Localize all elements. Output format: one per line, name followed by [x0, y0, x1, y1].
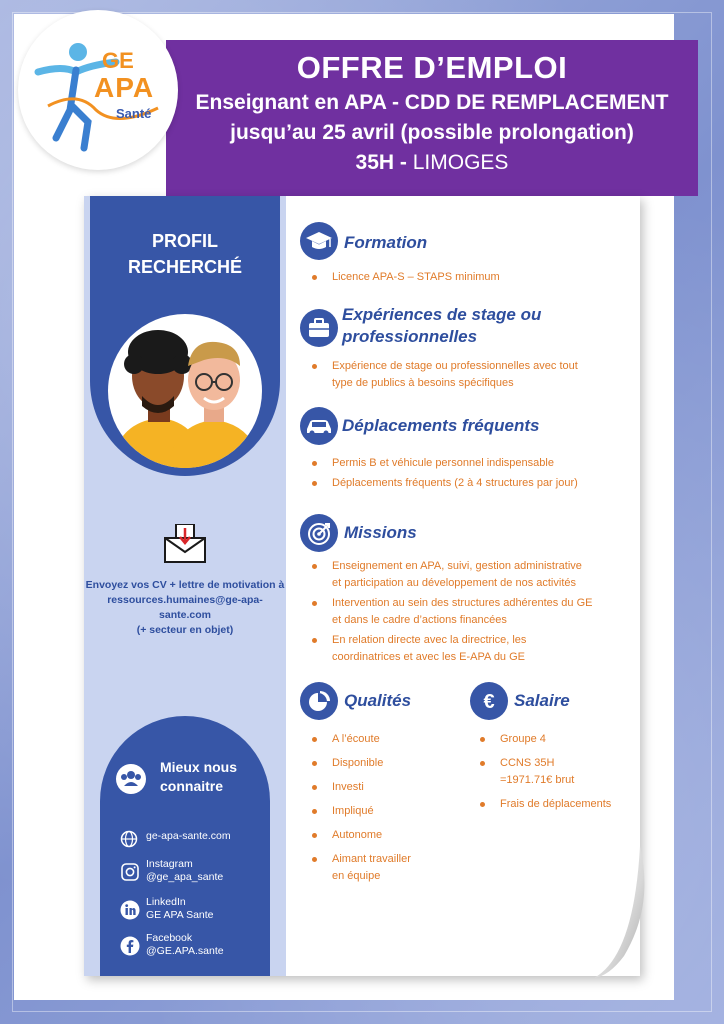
job-sheet: [84, 196, 640, 976]
missions-list: [308, 558, 638, 666]
missions-title: Missions: [344, 523, 417, 542]
experience-list: [308, 358, 638, 392]
profile-title-line1: PROFIL: [152, 231, 218, 251]
apply-line3: (+ secteur en objet): [136, 624, 234, 636]
target-icon: [300, 514, 338, 552]
linkedin-handle: GE APA Sante: [146, 909, 214, 921]
profile-title-line2: RECHERCHÉ: [127, 257, 242, 277]
page-title: OFFRE D’EMPLOI: [296, 50, 568, 85]
hours-text: 35H -: [355, 151, 413, 174]
list-item: Autonome: [308, 827, 458, 844]
group-icon: [116, 764, 146, 799]
car-icon: [300, 407, 338, 445]
header-banner: [166, 40, 698, 196]
contact-title: [160, 758, 237, 796]
apply-email[interactable]: ressources.humaines@ge-apa-sante.com: [107, 594, 263, 621]
contract-duration: jusqu’au 25 avril (possible prolongation): [230, 121, 634, 144]
contact-panel: [100, 716, 270, 976]
salary-list: [476, 731, 626, 813]
experience-title: [342, 304, 541, 348]
facebook-icon: [120, 936, 140, 956]
logo-sante-text: Santé: [116, 106, 152, 121]
list-item: Groupe 4: [476, 731, 626, 748]
list-item: Expérience de stage ou professionnelles avec tout type de publics à besoins spécifiques: [308, 358, 638, 392]
hours-location: [166, 148, 698, 178]
envelope-download-icon: [162, 524, 208, 569]
svg-text:€: €: [483, 691, 495, 713]
instagram-label: Instagram: [146, 858, 193, 870]
contact-title-line2: connaitre: [160, 778, 224, 794]
list-item: Disponible: [308, 755, 458, 772]
list-item: Permis B et véhicule personnel indispensable: [308, 455, 638, 472]
website-text: ge-apa-sante.com: [146, 830, 231, 842]
logo-apa-text: APA: [94, 72, 155, 103]
sidebar: [84, 196, 286, 976]
experience-title-line2: professionnelles: [342, 327, 478, 346]
qualities-list: [308, 731, 458, 885]
travel-title: Déplacements fréquents: [342, 416, 540, 435]
list-item: Investi: [308, 779, 458, 796]
logo-ge-text: GE: [102, 48, 134, 73]
job-title: Enseignant en APA - CDD DE REMPLACEMENT: [195, 91, 669, 114]
linkedin-label: LinkedIn: [146, 896, 186, 908]
graduation-cap-icon: [300, 222, 338, 260]
linkedin-icon: [120, 900, 140, 920]
page-curl: [554, 846, 684, 986]
avatar: [108, 314, 262, 468]
list-item: Déplacements fréquents (2 à 4 structures par jour): [308, 475, 638, 492]
formation-list: [308, 269, 628, 286]
list-item: Licence APA-S – STAPS minimum: [308, 269, 628, 286]
list-item: CCNS 35H =1971.71€ brut: [476, 755, 626, 789]
people-avatar-icon: [108, 314, 262, 468]
profile-title: [90, 228, 280, 280]
list-item: A l’écoute: [308, 731, 458, 748]
facebook-label: Facebook: [146, 932, 193, 944]
travel-list: [308, 455, 638, 492]
list-item: Frais de déplacements: [476, 796, 626, 813]
contact-title-line1: Mieux nous: [160, 759, 238, 775]
list-item: En relation directe avec la directrice, les coordinatrices et avec les E-APA du GE: [308, 632, 638, 666]
facebook-handle: @GE.APA.sante: [146, 945, 224, 957]
salary-title: Salaire: [514, 691, 570, 710]
instagram-icon: [120, 862, 140, 882]
list-item: Aimant travailler en équipe: [308, 851, 458, 885]
pie-chart-icon: [300, 682, 338, 720]
list-item: Intervention au sein des structures adhérentes du GE et dans le cadre d’actions financées: [308, 595, 638, 629]
list-item: Enseignement en APA, suivi, gestion administrative et participation au développement de nos activités: [308, 558, 638, 592]
experience-title-line1: Expériences de stage ou: [342, 305, 542, 324]
instagram-handle: @ge_apa_sante: [146, 871, 224, 883]
formation-title: Formation: [344, 233, 428, 252]
apply-line1: Envoyez vos CV + lettre de motivation à: [85, 579, 285, 591]
list-item: Impliqué: [308, 803, 458, 820]
euro-icon: [470, 682, 508, 720]
briefcase-icon: [300, 309, 338, 347]
apply-instructions: [84, 578, 286, 638]
logo: [18, 10, 178, 170]
city-text: LIMOGES: [412, 151, 509, 174]
globe-icon: [120, 830, 138, 848]
qualities-title: Qualités: [344, 691, 412, 710]
